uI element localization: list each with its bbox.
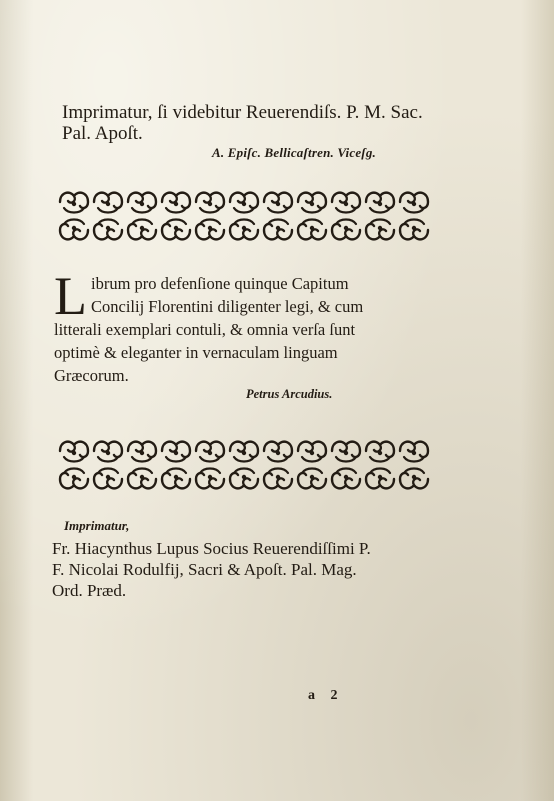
imprimatur-bottom bbox=[52, 538, 452, 601]
fleuron-ornament-icon bbox=[58, 437, 436, 493]
signature-mark: a 2 bbox=[308, 688, 344, 703]
drop-cap: L bbox=[54, 266, 87, 326]
fleuron-ornament-icon bbox=[58, 188, 436, 244]
approval-line1: ibrum pro defenſione quinque Capitum bbox=[91, 274, 349, 293]
imprimatur-label: Imprimatur, bbox=[64, 518, 130, 533]
imprimatur-bottom-line3: Ord. Præd. bbox=[52, 581, 127, 600]
approval-line4: optimè & eleganter in vernaculam linguam bbox=[54, 343, 338, 362]
imprimatur-top bbox=[62, 102, 482, 144]
imprimatur-bottom-line1: Fr. Hiacynthus Lupus Socius Reuerendiſſimi P. bbox=[52, 539, 371, 558]
imprimatur-top-line2: Pal. Apoſt. bbox=[62, 123, 143, 144]
ornament-band-top bbox=[58, 188, 436, 244]
approval-line3: litterali exemplari contuli, & omnia verſa ſunt bbox=[54, 320, 356, 339]
ornament-band-bottom bbox=[58, 437, 436, 493]
arcudius-signature: Petrus Arcudius. bbox=[246, 387, 333, 401]
imprimatur-top-line1: Imprimatur, ſi videbitur Reuerendiſs. P. M. Sac. bbox=[62, 102, 423, 123]
imprimatur-bottom-line2: F. Nicolai Rodulfij, Sacri & Apoſt. Pal. Mag. bbox=[52, 560, 357, 579]
arcudius-approval bbox=[54, 266, 444, 387]
vicegerent-signature: A. Epiſc. Bellicaſtren. Viceſg. bbox=[212, 145, 376, 160]
approval-line2: Concilij Florentini diligenter legi, & cum bbox=[91, 297, 364, 316]
approval-line5: Græcorum. bbox=[54, 366, 129, 385]
